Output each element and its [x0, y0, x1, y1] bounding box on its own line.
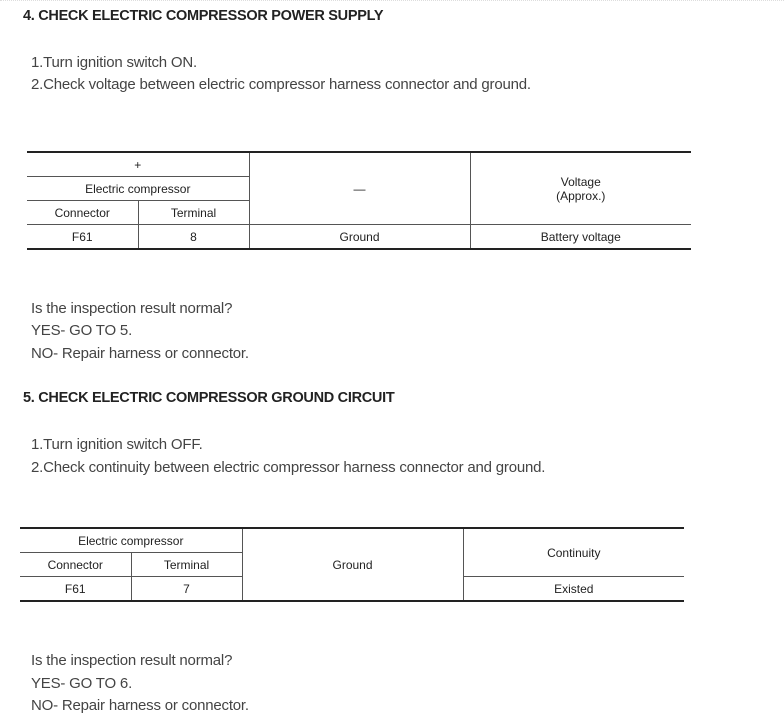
voltage-cell: Battery voltage	[470, 225, 691, 250]
step5-heading: 5. CHECK ELECTRIC COMPRESSOR GROUND CIRCUIT	[23, 390, 395, 406]
step5-table	[20, 527, 684, 602]
step5-question: Is the inspection result normal?	[31, 652, 233, 669]
terminal-cell: 8	[138, 225, 249, 250]
terminal-header: Terminal	[131, 553, 242, 577]
step4-instruction-1: 1.Turn ignition switch ON.	[31, 54, 197, 71]
ground-cell: Ground	[242, 528, 463, 601]
component-header: Electric compressor	[20, 528, 242, 553]
terminal-header: Terminal	[138, 201, 249, 225]
continuity-header: Continuity	[463, 528, 684, 577]
voltage-header: Voltage (Approx.)	[470, 152, 691, 225]
component-header: Electric compressor	[27, 177, 249, 201]
continuity-cell: Existed	[463, 577, 684, 602]
ground-cell: Ground	[249, 225, 470, 250]
step4-heading: 4. CHECK ELECTRIC COMPRESSOR POWER SUPPLY	[23, 8, 384, 24]
step4-no: NO- Repair harness or connector.	[31, 345, 249, 362]
step4-yes: YES- GO TO 5.	[31, 322, 133, 339]
plus-header: +	[27, 152, 249, 177]
step5-instruction-2: 2.Check continuity between electric compressor harness connector and ground.	[31, 459, 546, 476]
step5-yes: YES- GO TO 6.	[31, 675, 133, 692]
step4-instruction-2: 2.Check voltage between electric compressor harness connector and ground.	[31, 76, 531, 93]
step4-table	[27, 151, 691, 250]
connector-header: Connector	[27, 201, 138, 225]
minus-header: —	[249, 152, 470, 225]
step4-question: Is the inspection result normal?	[31, 300, 233, 317]
terminal-cell: 7	[131, 577, 242, 602]
step5-no: NO- Repair harness or connector.	[31, 697, 249, 714]
connector-cell: F61	[27, 225, 138, 250]
connector-header: Connector	[20, 553, 131, 577]
connector-cell: F61	[20, 577, 131, 602]
step5-instruction-1: 1.Turn ignition switch OFF.	[31, 436, 203, 453]
